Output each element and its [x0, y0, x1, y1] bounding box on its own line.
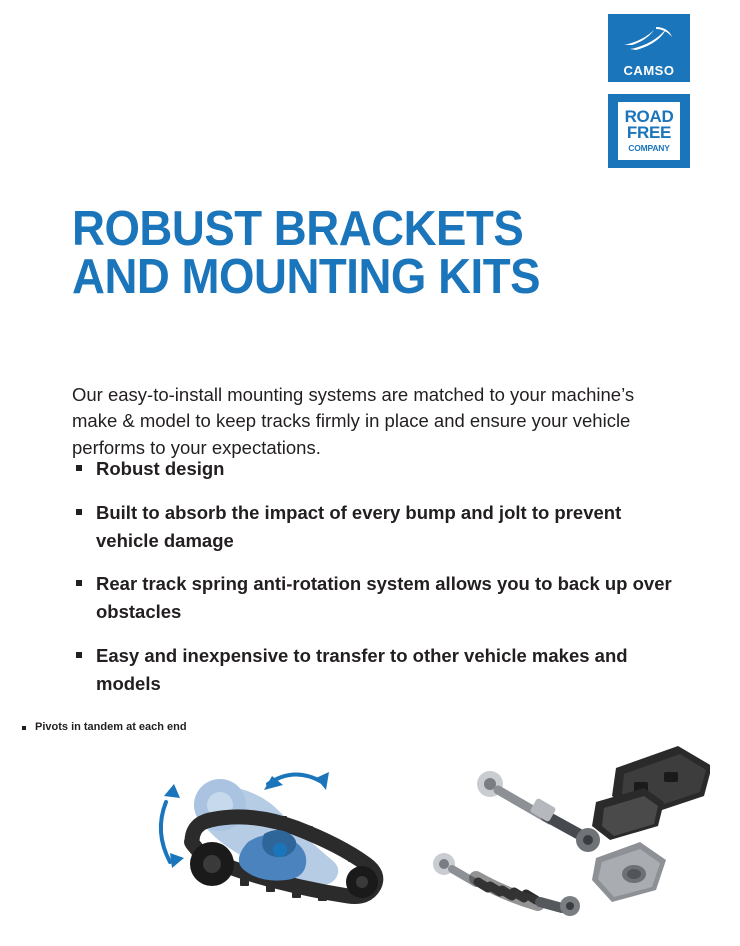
rubber-track-system-diagram	[140, 750, 400, 920]
logo-block	[608, 14, 690, 168]
list-item	[72, 570, 672, 626]
badge-line-road: ROAD	[624, 107, 674, 127]
bullet-square-icon	[76, 652, 82, 658]
list-item-label: Built to absorb the impact of every bump and jolt to prevent vehicle damage	[96, 501, 622, 551]
page-title-line-2: AND MOUNTING KITS	[72, 249, 541, 304]
illustration-caption-label: Pivots in tandem at each end	[35, 721, 187, 733]
camso-wordmark: CAMSO	[623, 63, 675, 78]
intro-paragraph: Our easy-to-install mounting systems are matched to your machine’s make & model to keep tracks firmly in place and ensure your vehicle performs to your expectations.	[72, 383, 635, 459]
list-item	[72, 455, 672, 483]
list-item	[72, 499, 672, 555]
list-item-label: Easy and inexpensive to transfer to other vehicle makes and models	[96, 644, 628, 694]
bullet-square-icon	[22, 726, 26, 730]
camso-logo	[608, 14, 690, 82]
badge-line-company: COMPANY	[628, 142, 670, 153]
bullet-square-icon	[76, 465, 82, 471]
illustration-caption	[22, 721, 187, 733]
camso-swoosh-icon	[620, 23, 678, 53]
badge-line-free: FREE	[626, 123, 672, 143]
illustration-area	[0, 740, 740, 930]
list-item-label: Robust design	[96, 458, 225, 479]
page-title-line-1: ROBUST BRACKETS	[72, 201, 524, 256]
list-item-label: Rear track spring anti-rotation system allows you to back up over obstacles	[96, 573, 672, 622]
page-title	[72, 201, 556, 304]
road-free-company-badge	[608, 94, 690, 168]
list-item	[72, 642, 672, 698]
feature-list	[72, 455, 672, 713]
mounting-bracket-hardware-photo	[420, 740, 710, 920]
bullet-square-icon	[76, 509, 82, 515]
bullet-square-icon	[76, 580, 82, 586]
